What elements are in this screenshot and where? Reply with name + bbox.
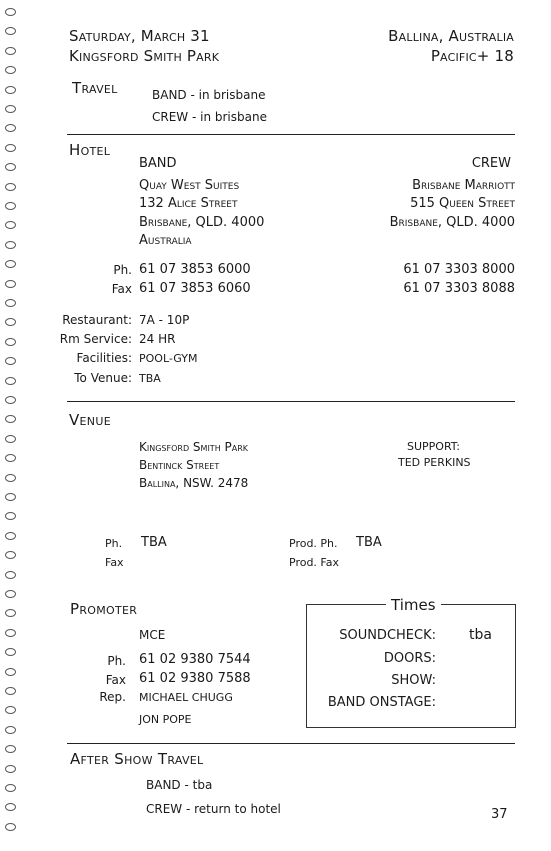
binding-ring [5, 512, 16, 520]
binding-ring [5, 726, 16, 734]
promoter-rep-1: MICHAEL CHUGG [139, 691, 233, 704]
binding-ring [5, 532, 16, 540]
binding-ring [5, 803, 16, 811]
binding-ring [5, 105, 16, 113]
binding-ring [5, 338, 16, 346]
band-hotel-fax: 61 07 3853 6060 [139, 281, 251, 296]
hotel-crew-heading: CREW [471, 156, 511, 171]
binding-ring [5, 435, 16, 443]
crew-hotel-fax: 61 07 3303 8088 [403, 281, 515, 296]
hotel-phone-label: Ph. [113, 263, 132, 277]
date-heading: Saturday, March 31 [69, 27, 210, 45]
room-service-label: Rm Service: [59, 332, 132, 346]
binding-ring [5, 745, 16, 753]
section-divider [67, 134, 515, 135]
support-label: SUPPORT: [407, 440, 461, 453]
doors-label: DOORS: [383, 651, 436, 666]
binding-ring [5, 590, 16, 598]
binding-ring [5, 765, 16, 773]
binding-ring [5, 27, 16, 35]
section-divider [67, 401, 515, 402]
venue-city: Ballina, NSW. 2478 [139, 476, 249, 490]
section-divider [67, 743, 515, 744]
city-heading: Ballina, Australia [388, 27, 514, 45]
binding-ring [5, 396, 16, 404]
venue-phone-label: Ph. [105, 537, 123, 550]
venue-name: Kingsford Smith Park [139, 440, 249, 454]
binding-ring [5, 415, 16, 423]
after-show-travel-title: After Show Travel [70, 750, 204, 768]
binding-ring [5, 648, 16, 656]
crew-hotel-phone: 61 07 3303 8000 [403, 262, 515, 277]
binding-ring [5, 377, 16, 385]
prod-phone-label: Prod. Ph. [289, 537, 338, 550]
binding-ring [5, 66, 16, 74]
hotel-fax-label: Fax [111, 282, 132, 296]
binding-ring [5, 86, 16, 94]
prod-phone: TBA [356, 535, 382, 550]
promoter-rep-2: JON POPE [139, 713, 192, 726]
promoter-fax: 61 02 9380 7588 [139, 671, 251, 686]
show-label: SHOW: [391, 673, 436, 688]
binding-ring [5, 629, 16, 637]
band-hotel-city: Brisbane, QLD. 4000 [139, 215, 265, 230]
band-hotel-street: 132 Alice Street [139, 196, 238, 211]
binding-ring [5, 241, 16, 249]
band-hotel-phone: 61 07 3853 6000 [139, 262, 251, 277]
to-venue-label: To Venue: [74, 371, 132, 385]
binding-ring [5, 784, 16, 792]
binding-ring [5, 474, 16, 482]
timezone-heading: Pacific+ 18 [430, 47, 514, 65]
promoter-rep-label: Rep. [99, 690, 126, 704]
travel-crew: CREW - in brisbane [152, 110, 267, 124]
binding-ring [5, 493, 16, 501]
crew-hotel-name: Brisbane Marriott [412, 178, 515, 193]
promoter-fax-label: Fax [105, 673, 126, 687]
support-act: TED PERKINS [398, 456, 471, 469]
binding-ring [5, 668, 16, 676]
venue-phone: TBA [141, 535, 167, 550]
venue-section-title: Venue [69, 411, 111, 429]
binding-ring [5, 299, 16, 307]
binding-ring [5, 280, 16, 288]
binding-ring [5, 260, 16, 268]
soundcheck-time: tba [469, 627, 492, 643]
binding-ring [5, 202, 16, 210]
binding-ring [5, 687, 16, 695]
after-show-band: BAND - tba [146, 778, 213, 792]
venue-heading: Kingsford Smith Park [69, 47, 220, 65]
band-hotel-country: Australia [139, 233, 192, 248]
prod-fax-label: Prod. Fax [289, 556, 339, 569]
page-number: 37 [491, 807, 508, 822]
binding-ring [5, 357, 16, 365]
promoter-name: MCE [139, 628, 166, 642]
to-venue-value: TBA [139, 372, 161, 385]
binding-ring [5, 163, 16, 171]
hotel-band-heading: BAND [139, 156, 177, 171]
soundcheck-label: SOUNDCHECK: [339, 628, 436, 643]
binding-ring [5, 706, 16, 714]
promoter-section-title: Promoter [70, 600, 138, 618]
restaurant-hours: 7A - 10P [139, 313, 190, 327]
promoter-phone: 61 02 9380 7544 [139, 652, 251, 667]
facilities-value: POOL-GYM [139, 352, 198, 365]
venue-fax-label: Fax [105, 556, 124, 569]
promoter-phone-label: Ph. [107, 654, 126, 668]
crew-hotel-city: Brisbane, QLD. 4000 [389, 215, 515, 230]
times-box-title: Times [386, 596, 441, 614]
restaurant-label: Restaurant: [62, 313, 132, 327]
hotel-section-title: Hotel [69, 141, 111, 159]
binding-ring [5, 551, 16, 559]
band-hotel-name: Quay West Suites [139, 178, 240, 193]
binding-ring [5, 609, 16, 617]
room-service-hours: 24 HR [139, 332, 176, 346]
binding-ring [5, 823, 16, 831]
band-onstage-label: BAND ONSTAGE: [327, 695, 436, 710]
binding-ring [5, 8, 16, 16]
binding-ring [5, 124, 16, 132]
travel-section-title: Travel [72, 79, 118, 97]
crew-hotel-street: 515 Queen Street [410, 196, 515, 211]
binding-ring [5, 454, 16, 462]
after-show-crew: CREW - return to hotel [146, 802, 281, 816]
facilities-label: Facilities: [76, 351, 132, 365]
travel-band: BAND - in brisbane [152, 88, 266, 102]
binding-ring [5, 183, 16, 191]
binding-ring [5, 571, 16, 579]
spiral-binding [5, 0, 19, 851]
binding-ring [5, 221, 16, 229]
venue-street: Bentinck Street [139, 458, 220, 472]
binding-ring [5, 47, 16, 55]
binding-ring [5, 318, 16, 326]
binding-ring [5, 144, 16, 152]
